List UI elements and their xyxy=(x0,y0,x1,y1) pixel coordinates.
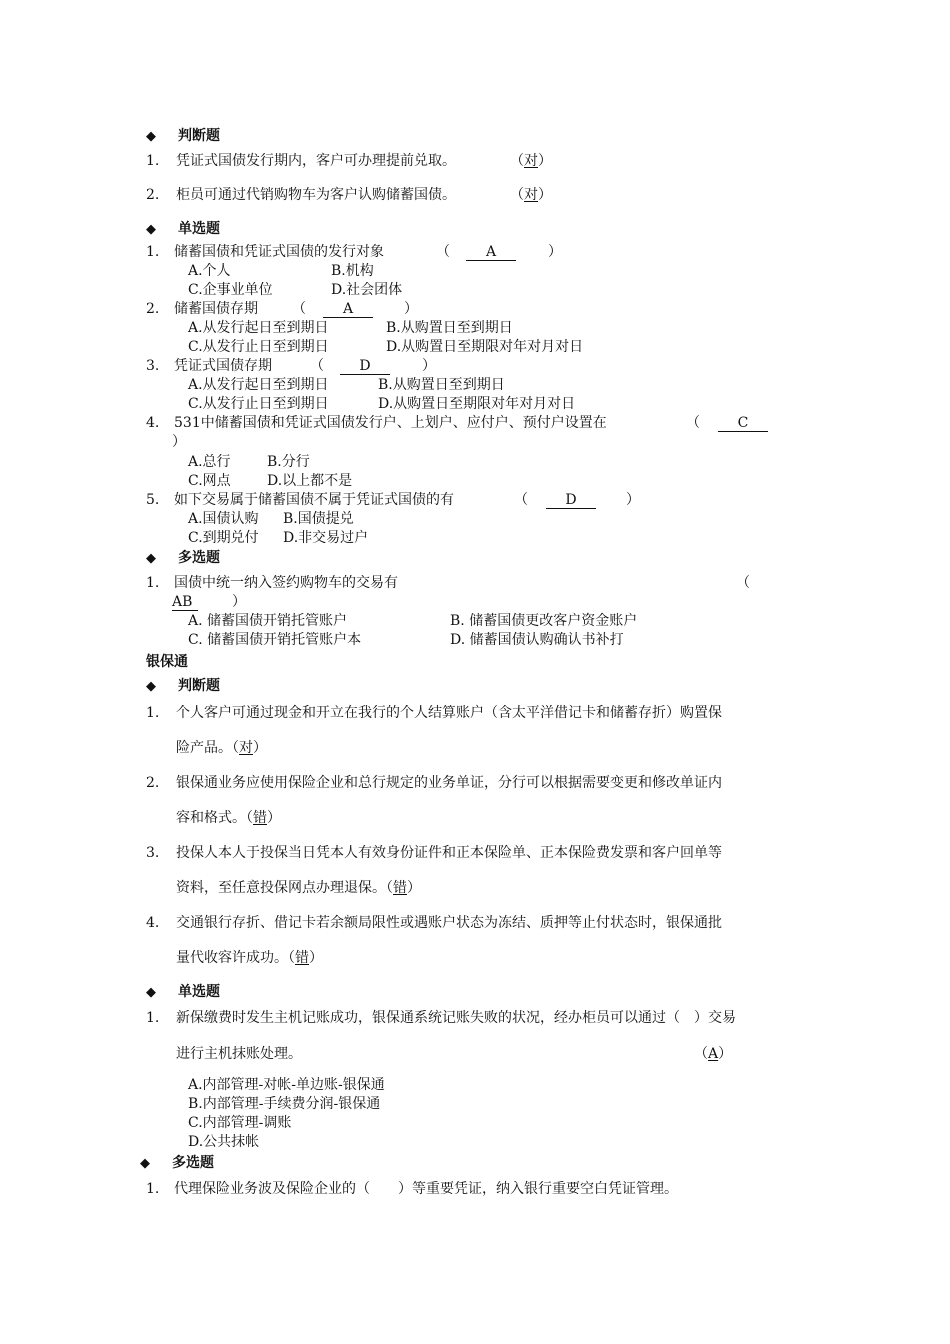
answer-value: 错 xyxy=(295,950,309,966)
answer-slot xyxy=(510,186,552,205)
bracket: ） xyxy=(309,950,323,966)
diamond-bullet-icon: ◆ xyxy=(146,551,156,566)
answer-value: AB xyxy=(172,595,198,611)
bracket: （ xyxy=(686,415,700,431)
option: D. 储蓄国债认购确认书补打 xyxy=(450,632,624,648)
bracket: （ xyxy=(386,880,393,896)
answer-slot xyxy=(510,152,552,171)
answer-value: D xyxy=(340,359,390,375)
option: A.内部管理-对帐-单边账-银保通 xyxy=(188,1077,385,1093)
option: B.从购置日至到期日 xyxy=(378,377,505,393)
option: A.总行 xyxy=(188,454,231,470)
question-text-cont: 资料，至任意投保网点办理退保。（错） xyxy=(176,880,421,896)
question-text: 投保人本人于投保当日凭本人有效身份证件和正本保险单、正本保险费发票和客户回单等 xyxy=(176,845,722,861)
bracket: （ xyxy=(510,153,524,169)
question-text: 国债中统一纳入签约购物车的交易有 xyxy=(174,575,398,591)
question-text: 个人客户可通过现金和开立在我行的个人结算账户（含太平洋借记卡和储蓄存折）购置保 xyxy=(176,705,722,721)
option: B.机构 xyxy=(331,263,374,279)
option: B.分行 xyxy=(267,454,310,470)
question-text: 凭证式国债存期 xyxy=(174,358,272,374)
option: D.非交易过户 xyxy=(283,530,369,546)
option: B.国债提兑 xyxy=(283,511,354,527)
bracket: （ xyxy=(288,950,295,966)
bracket: ） xyxy=(407,880,421,896)
question-number: 1. xyxy=(146,1181,160,1197)
bracket: ） xyxy=(538,153,552,169)
bracket: ） xyxy=(267,810,281,826)
question-text: 交通银行存折、借记卡若余额局限性或遇账户状态为冻结、质押等止付状态时，银保通批 xyxy=(176,915,722,931)
bracket: （ xyxy=(514,492,528,508)
page-title-yinbaotong: 银保通 xyxy=(146,654,188,670)
answer-value: 对 xyxy=(239,740,253,756)
question-text-cont: 容和格式。（错） xyxy=(176,810,281,826)
option: C.企事业单位 xyxy=(188,282,273,298)
answer-value: 对 xyxy=(524,153,538,169)
diamond-bullet-icon: ◆ xyxy=(146,129,156,144)
diamond-bullet-icon: ◆ xyxy=(146,985,156,1000)
option: A.个人 xyxy=(188,263,231,279)
question-number: 4. xyxy=(146,415,160,431)
section-heading-judge: 判断题 xyxy=(178,678,220,694)
section-heading-judge: 判断题 xyxy=(178,128,220,144)
bracket: ） xyxy=(422,358,436,374)
question-number: 3. xyxy=(146,358,160,374)
answer-value: 错 xyxy=(393,880,407,896)
question-number: 1. xyxy=(146,244,160,260)
answer-slot xyxy=(694,1045,732,1064)
section-heading-multi: 多选题 xyxy=(172,1155,214,1171)
answer-value: A xyxy=(466,245,516,261)
option: D.从购置日至期限对年对月对日 xyxy=(378,396,576,412)
question-text: 新保缴费时发生主机记账成功，银保通系统记账失败的状况，经办柜员可以通过（ ）交易 xyxy=(176,1010,736,1026)
option: B.从购置日至到期日 xyxy=(386,320,513,336)
question-text-cont: 险产品。（对） xyxy=(176,740,267,756)
bracket: （ xyxy=(436,244,450,260)
question-number: 1. xyxy=(146,153,160,169)
answer-value: A xyxy=(708,1046,719,1062)
bracket: （ xyxy=(510,187,524,203)
option: C.到期兑付 xyxy=(188,530,259,546)
bracket: （ xyxy=(694,1046,708,1062)
question-number: 5. xyxy=(146,492,160,508)
question-text: 柜员可通过代销购物车为客户认购储蓄国债。 xyxy=(176,187,456,203)
bracket: ） xyxy=(718,1046,733,1062)
option: D.公共抹帐 xyxy=(188,1134,260,1150)
question-text-cont: 量代收容许成功。（错） xyxy=(176,950,323,966)
option: C. 储蓄国债开销托管账户本 xyxy=(188,632,362,648)
question-text-cont: 进行主机抹账处理。 xyxy=(176,1046,302,1062)
question-number: 3. xyxy=(146,845,160,861)
section-heading-single: 单选题 xyxy=(178,984,220,1000)
question-text: 储蓄国债和凭证式国债的发行对象 xyxy=(174,244,384,260)
bracket: （ xyxy=(292,301,306,317)
option: D.以上都不是 xyxy=(267,473,353,489)
bracket: ） xyxy=(538,187,552,203)
question-text: 凭证式国债发行期内，客户可办理提前兑取。 xyxy=(176,153,456,169)
bracket: （ xyxy=(232,740,239,756)
option: C.从发行止日至到期日 xyxy=(188,396,329,412)
option: D.从购置日至期限对年对月对日 xyxy=(386,339,584,355)
question-number: 2. xyxy=(146,775,160,791)
section-heading-single: 单选题 xyxy=(178,221,220,237)
question-text: 银保通业务应使用保险企业和总行规定的业务单证，分行可以根据需要变更和修改单证内 xyxy=(176,775,722,791)
question-number: 2. xyxy=(146,301,160,317)
section-heading-multi: 多选题 xyxy=(178,550,220,566)
diamond-bullet-icon: ◆ xyxy=(146,222,156,237)
answer-value: A xyxy=(323,302,373,318)
diamond-bullet-icon: ◆ xyxy=(140,1156,150,1171)
option: A.从发行起日至到期日 xyxy=(188,377,329,393)
bracket: ） xyxy=(404,301,418,317)
answer-value: C xyxy=(718,416,768,432)
answer-value: 对 xyxy=(524,187,538,203)
diamond-bullet-icon: ◆ xyxy=(146,679,156,694)
option: C.从发行止日至到期日 xyxy=(188,339,329,355)
option: C.网点 xyxy=(188,473,231,489)
bracket: ） xyxy=(548,244,562,260)
bracket: ） xyxy=(172,434,186,450)
bracket: （ xyxy=(246,810,253,826)
question-text: 储蓄国债存期 xyxy=(174,301,258,317)
option: D.社会团体 xyxy=(331,282,403,298)
question-text: 531中储蓄国债和凭证式国债发行户、上划户、应付户、预付户设置在 xyxy=(174,415,607,431)
question-number: 1. xyxy=(146,1010,160,1026)
question-number: 1. xyxy=(146,575,160,591)
question-number: 2. xyxy=(146,187,160,203)
bracket: （ xyxy=(310,358,324,374)
bracket: ） xyxy=(253,740,267,756)
option: C.内部管理-调账 xyxy=(188,1115,292,1131)
bracket: （ xyxy=(736,575,750,591)
option: B. 储蓄国债更改客户资金账户 xyxy=(450,613,638,629)
answer-value: 错 xyxy=(253,810,267,826)
option: B.内部管理-手续费分润-银保通 xyxy=(188,1096,381,1112)
option: A.国债认购 xyxy=(188,511,259,527)
question-number: 1. xyxy=(146,705,160,721)
question-text: 代理保险业务波及保险企业的（ ）等重要凭证，纳入银行重要空白凭证管理。 xyxy=(174,1181,678,1197)
option: A. 储蓄国债开销托管账户 xyxy=(188,613,348,629)
question-text: 如下交易属于储蓄国债不属于凭证式国债的有 xyxy=(174,492,454,508)
bracket: ） xyxy=(626,492,640,508)
answer-value: D xyxy=(546,493,596,509)
option: A.从发行起日至到期日 xyxy=(188,320,329,336)
question-number: 4. xyxy=(146,915,160,931)
bracket: ） xyxy=(232,594,246,610)
